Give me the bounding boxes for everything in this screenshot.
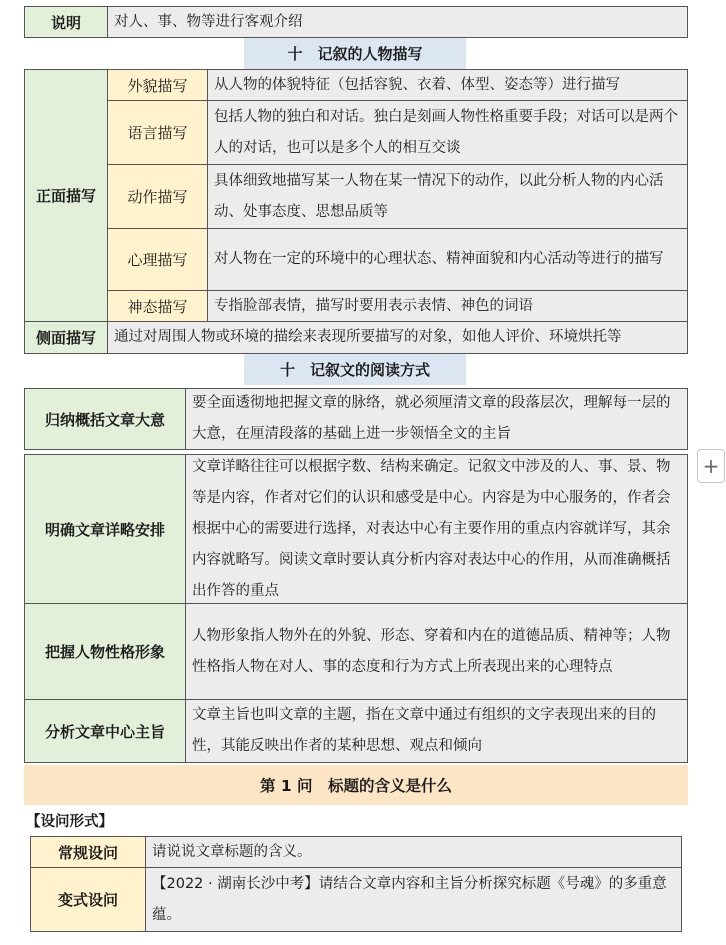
- psychology-text: 对人物在一定的环境中的心理状态、精神面貌和内心活动等进行的描写: [208, 229, 688, 291]
- reading-row-label: 明确文章详略安排: [24, 454, 186, 604]
- question-row: [30, 868, 682, 932]
- question-row-text: 【2022 · 湖南长沙中考】请结合文章内容和主旨分析探究标题《号魂》的多重意蕴。: [146, 868, 682, 932]
- psychology-row: [108, 229, 688, 291]
- indirect-description-row: [24, 322, 688, 354]
- action-text: 具体细致地描写某一人物在某一情况下的动作，以此分析人物的内心活动、处事态度、思想品质等: [208, 165, 688, 229]
- intro-label: 说明: [24, 6, 108, 38]
- reading-row-label: 把握人物性格形象: [24, 604, 186, 700]
- reading-row: [24, 388, 688, 450]
- question-form-label: 【设问形式】: [26, 814, 113, 830]
- plus-icon: +: [702, 454, 720, 478]
- speech-row: [108, 101, 688, 165]
- intro-row: [24, 6, 688, 38]
- question-banner: 第 1 问 标题的含义是什么: [24, 765, 688, 805]
- question-row-text: 请说说文章标题的含义。: [146, 836, 682, 868]
- appearance-row: [108, 69, 688, 101]
- reading-row-label: 归纳概括文章大意: [24, 388, 186, 450]
- question-row-label: 常规设问: [30, 836, 146, 868]
- intro-text: 对人、事、物等进行客观介绍: [108, 6, 688, 38]
- reading-row-text: 人物形象指人物外在的外貌、形态、穿着和内在的道德品质、精神等；人物性格指人物在对人、事的态度和行为方式上所表现出来的心理特点: [186, 604, 688, 700]
- expression-row: [108, 291, 688, 322]
- appearance-text: 从人物的体貌特征（包括容貌、衣着、体型、姿态等）进行描写: [208, 69, 688, 101]
- reading-row: [24, 604, 688, 700]
- expression-label: 神态描写: [108, 291, 208, 322]
- section-title-reading: 十 记叙文的阅读方式: [244, 354, 466, 385]
- reading-row-label: 分析文章中心主旨: [24, 700, 186, 763]
- reading-row: [24, 454, 688, 604]
- indirect-description-text: 通过对周围人物或环境的描绘来表现所要描写的对象，如他人评价、环境烘托等: [108, 322, 688, 354]
- direct-description-label: 正面描写: [24, 69, 108, 322]
- add-button[interactable]: [697, 449, 725, 483]
- action-row: [108, 165, 688, 229]
- question-row: [30, 836, 682, 868]
- direct-description-items: [108, 69, 688, 322]
- reading-row-text: 文章主旨也叫文章的主题，指在文章中通过有组织的文字表现出来的目的性，其能反映出作者的某种思想、观点和倾向: [186, 700, 688, 763]
- indirect-description-label: 侧面描写: [24, 322, 108, 354]
- speech-label: 语言描写: [108, 101, 208, 165]
- psychology-label: 心理描写: [108, 229, 208, 291]
- speech-text: 包括人物的独白和对话。独白是刻画人物性格重要手段；对话可以是两个人的对话，也可以是多个人的相互交谈: [208, 101, 688, 165]
- reading-row: [24, 700, 688, 763]
- question-row-label: 变式设问: [30, 868, 146, 932]
- section-title-characters: 十 记叙的人物描写: [244, 38, 466, 69]
- action-label: 动作描写: [108, 165, 208, 229]
- reading-row-text: 文章详略往往可以根据字数、结构来确定。记叙文中涉及的人、事、景、物等是内容，作者对它们的认识和感受是中心。内容是为中心服务的，作者会根据中心的需要进行选择，对表达中心有主要作用的重点内容就详写，其余内容就略写。阅读文章时要认真分析内容对表达中心的作用，从而准确概括出作答的重点: [186, 454, 688, 604]
- expression-text: 专指脸部表情，描写时要用表示表情、神色的词语: [208, 291, 688, 322]
- reading-row-text: 要全面透彻地把握文章的脉络，就必须厘清文章的段落层次，理解每一层的大意，在厘清段落的基础上进一步领悟全文的主旨: [186, 388, 688, 450]
- direct-description-group: [24, 69, 688, 322]
- appearance-label: 外貌描写: [108, 69, 208, 101]
